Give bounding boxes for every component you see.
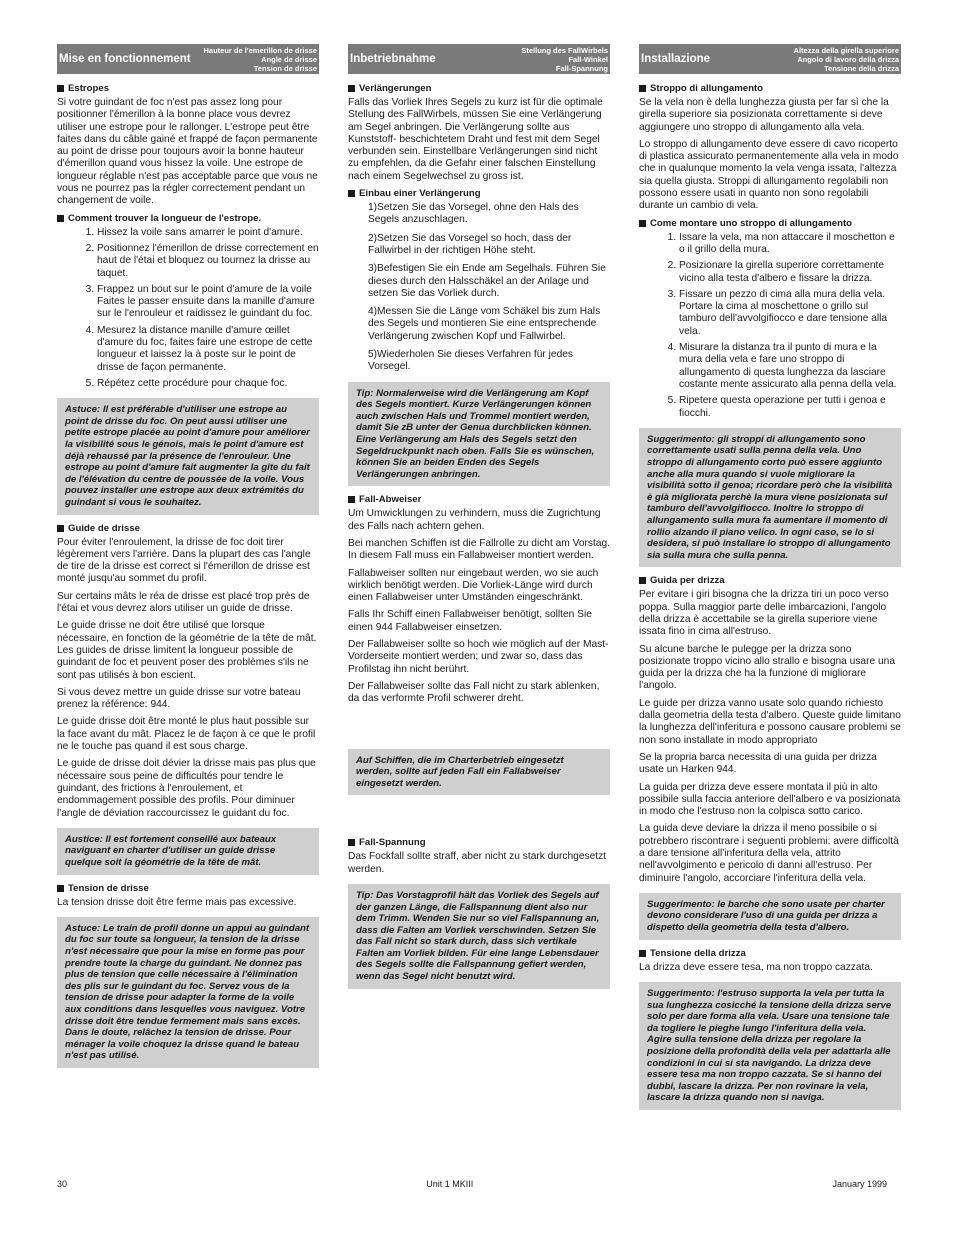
paragraph: Das Fockfall sollte straff, aber nicht zu stark durchgesetzt werden. (348, 851, 607, 875)
page (57, 44, 907, 1118)
paragraph: Si vous devez mettre un guide drisse sur votre bateau prenez la référence: 944. (57, 686, 301, 711)
tip-box: Suggerimento: le barche che sono usate per charter devono considerare l'uso di una guida per drizza a dispetto della geometria della testa d'albero. (639, 893, 901, 940)
french-column (57, 44, 319, 1118)
numbered-list (639, 232, 901, 420)
spacer (348, 803, 610, 833)
list-item: 4)Messen Sie die Länge vom Schäkel bis zum Hals des Segels und montieren Sie eine entsprechende Verlängerung zwischen Kopf und Fallwirbel. (368, 306, 601, 342)
heading: Fall-Spannung (348, 837, 610, 848)
bullet-square-icon (639, 220, 646, 227)
section-title: Mise en fonctionnement (59, 52, 191, 65)
section-title: Installazione (641, 52, 711, 65)
page-footer (57, 1179, 887, 1189)
list-item: 3. Fissare un pezzo di cima alla mura della vela. Portare la cima al moschettone o grillo sul tamburo dell'avvolgifiocco e dare tensione alla vela. (679, 289, 901, 338)
paragraph: Sur certains mâts le réa de drisse est placé trop près de l'étai et vous devrez alors utiliser un guide de drisse. (57, 590, 310, 615)
list-item: 4. Mesurez la distance manille d'amure œillet d'amure du foc, faites faire une estrope de cette longueur et laissez la à poste sur le point de drisse de façon permanente. (97, 325, 319, 374)
paragraph: Le guide drisse ne doit être utilisé que lorsque nécessaire, en fonction de la géométrie de la tête de mât. Les guides de drisse limitent la longueur possible de guindant de foc et peuvent poser des problèmes s'ils ne sont pas utilisés à bon escient. (57, 620, 317, 681)
paragraph: Se la vela non è della lunghezza giusta per far sì che la girella superiore sia posizionata correttamente si deve aggiungere uno stroppo di allungamento alla vela. (639, 97, 889, 133)
list-item: 1. Hissez la voile sans amarrer le point d'amure. (97, 227, 319, 239)
numbered-list (57, 227, 319, 391)
paragraph: Le guide drisse doit être monté le plus haut possible sur la face avant du mât. Placez le de façon à ce que le profil ne le touche pas quand il est sous charge. (57, 716, 316, 753)
heading: Tensione della drizza (639, 948, 901, 959)
paragraph: Falls das Vorliek Ihres Segels zu kurz ist für die optimale Stellung des FallWirbels, müssen Sie eine Verlängerung am Segel anbringen. Die Verlängerung sollte aus Kunststoff- beschichtetem Draht und fest mit dem Segel verbunden sein. Einstellbare Verlängerungen sind nicht zu empfehlen, da die Gefahr einer falschen Einstellung nach einem Segelwechsel zu gross ist. (348, 97, 603, 182)
paragraph: Lo stroppo di allungamento deve essere di cavo ricoperto di plastica assicurato permanentemente alla vela in modo che in qualunque momento la vela venga issata, l'altezza sia quella giusta. Stroppi di allungamento regolabili non possono essere usati in quanto non sono regolabili durante un cambio di vela. (639, 138, 899, 212)
bullet-square-icon (57, 885, 64, 892)
list-item: 3)Befestigen Sie ein Ende am Segelhals. Führen Sie dieses durch den Halsschäkel an der Anlage und setzen Sie das Vorliek durch. (368, 263, 606, 299)
step-list (348, 202, 610, 374)
paragraph: Bei manchen Schiffen ist die Fallrolle zu dicht am Vorstag. In diesem Fall muss ein Fallabweiser montiert werden. (348, 537, 610, 562)
section-subtitles: Altezza della girella superiore Angolo di lavoro della drizza Tensione della drizza (793, 45, 899, 73)
paragraph: Fallabweiser sollten nur eingebaut werden, wo sie auch wirklich benötigt werden. Die Vorliek-Länge wird durch einen Fallabweiser unter Umständen eingeschränkt. (348, 567, 599, 604)
paragraph: Falls Ihr Schiff einen Fallabweiser benötigt, sollten Sie einen 944 Fallabweiser einsetzen. (348, 609, 592, 633)
paragraph: Pour éviter l'enroulement, la drisse de foc doit tirer légèrement vers l'arrière. Dans la plupart des cas l'angle de tire de la drisse est correct si l'émerillon de drisse est monté jusqu'au sommet du profil. (57, 536, 311, 585)
spacer (348, 711, 610, 741)
list-item: 5)Wiederholen Sie dieses Verfahren für jedes Vorsegel. (368, 349, 573, 373)
paragraph: Der Fallabweiser sollte so hoch wie möglich auf der Mast-Vorderseite montiert werden; und zwar so, dass das Profilstag ihn nicht berührt. (348, 639, 609, 675)
list-item: 4. Misurare la distanza tra il punto di mura e la mura della vela e fare uno stroppo di allungamento di questa lunghezza da lasciare costante mente assicurato alla penna della vela. (679, 342, 901, 391)
bullet-square-icon (348, 839, 355, 846)
paragraph: La drizza deve essere tesa, ma non troppo cazzata. (639, 961, 873, 973)
list-item: 2. Posizionare la girella superiore correttamente vicino alla testa d'albero e fissare la drizza. (679, 260, 901, 285)
paragraph: Der Fallabweiser sollte das Fall nicht zu stark ablenken, da das verformte Profil schwerer dreht. (348, 680, 600, 705)
section-subtitles: Stellung des FallWirbels Fall-Winkel Fall-Spannung (521, 45, 608, 73)
bullet-square-icon (348, 190, 355, 197)
paragraph: Se la propria barca necessita di una guida per drizza usate un Harken 944. (639, 751, 877, 776)
tip-box: Astuce: Le train de profil donne un appui au guindant du foc sur toute sa longueur, la tension de la drisse n'est nécessaire que pour la mise en forme pas pour prendre toute la charge du guindant. Ne donnez pas plus de tension que celle nécessaire à l'élimination des plis sur le guindant du foc. Servez vous de la tension de drisse pour adapter la forme de la voile aux conditions dans lesquelles vous naviguez. Votre drisse doit être tendue fermement mais sans excès. Dans le doute, relâchez la tension de drisse. Pour ménager la voile choquez la drisse quand le bateau n'est pas utilisé. (57, 917, 319, 1068)
paragraph: La tension drisse doit être ferme mais pas excessive. (57, 896, 297, 908)
paragraph: La guida deve deviare la drizza il meno possibile o si potrebbero riscontrare i seguenti problemi: avere difficoltà a dare tensione all'inferitura della vela, attrito nell'avvolgimento e pericolo di danni all'estruso. Per diminuire l'angolo, accorciare l'inferitura della vela. (639, 823, 899, 884)
page-number: 30 (57, 1179, 68, 1189)
section-subtitles: Hauteur de l'emerillon de drisse Angle de drisse Tension de drisse (203, 45, 317, 73)
heading: Stroppo di allungamento (639, 83, 901, 94)
paragraph: Le guide de drisse doit dévier la drisse mais pas plus que nécessaire sous peine de difficultés pour tendre le guindant, des frictions à l'enroulement, et endommagement possible des profils. Pour diminuer l'angle de déviation raccourcissez le guidant du foc. (57, 758, 316, 819)
list-item: 2. Positionnez l'émerillon de drisse correctement en haut de l'étai et bloquez ou tournez la drisse au taquet. (97, 243, 319, 280)
date-label: January 1999 (832, 1179, 887, 1189)
section-title: Inbetriebnahme (350, 52, 436, 65)
bullet-square-icon (639, 85, 646, 92)
paragraph: Su alcune barche le pulegge per la drizza sono posizionate troppo vicino allo strallo e bisogna usare una guida per la drizza che ha la funzione di migliorare l'angolo. (639, 643, 895, 692)
heading: Comment trouver la longueur de l'estrope. (57, 213, 319, 224)
heading: Verlängerungen (348, 83, 610, 94)
section-header (639, 44, 901, 74)
paragraph: La guida per drizza deve essere montata il più in alto possibile sulla faccia anteriore dell'albero e va posizionata in modo che l'estruso non la colpisca sotto carico. (639, 781, 901, 818)
tip-box: Tip: Normalerweise wird die Verlängerung am Kopf des Segels montiert. Kurze Verlängerungen können auch zwischen Hals und Trommel montiert werden, damit Sie zB unter der Genua durchblicken können. Eine Verlängerung am Hals des Segels setzt den Segeldruckpunkt nach oben. Falls Sie es wünschen, können Sie an beiden Enden des Segels Verlängerungen anbringen. (348, 382, 610, 487)
paragraph: Um Umwicklungen zu verhindern, muss die Zugrichtung des Falls nach achtern gehen. (348, 508, 601, 532)
list-item: 5. Répétez cette procédure pour chaque foc. (97, 378, 319, 390)
bullet-square-icon (57, 215, 64, 222)
paragraph: Le guide per drizza vanno usate solo quando richiesto dalla geometria della testa d'albero. Queste guide limitano la lunghezza dell'inferitura e possono causare problemi se non sono installate in modo appropriato (639, 697, 901, 746)
german-column (348, 44, 610, 1118)
paragraph: Si votre guindant de foc n'est pas assez long pour positionner l'émerillon à la bonne place vous devrez utiliser une estrope pour le rallonger. L'estrope peut être faites dans du câble gainé et frappé de façon permanente au point de drisse pour toujours avoir la bonne hauteur d'émerillon quand vous hissez la voile. Une estrope de longueur réglable n'est pas acceptable parce que vous ne vous ne pourrez pas la régler correctement pendant un changement de voile. (57, 97, 318, 207)
italian-column (639, 44, 901, 1118)
bullet-square-icon (639, 950, 646, 957)
heading: Fall-Abweiser (348, 494, 610, 505)
tip-box: Austice: Il est fortement conseillé aux bateaux naviguant en charter d'utiliser un guide drisse quelque soit la géométrie de la tête de mât. (57, 828, 319, 875)
list-item: 5. Ripetere questa operazione per tutti i genoa e fiocchi. (679, 395, 901, 420)
list-item: 2)Setzen Sie das Vorsegel so hoch, dass der Fallwirbel in der richtigen Höhe steht. (368, 232, 572, 256)
tip-box: Auf Schiffen, die im Charterbetrieb eingesetzt werden, sollte auf jeden Fall ein Fallabweiser eingesetzt werden. (348, 749, 610, 796)
section-header (57, 44, 319, 74)
heading: Come montare uno stroppo di allungamento (639, 218, 901, 229)
list-item: 1. Issare la vela, ma non attaccare il moschetton e o il grillo della mura. (679, 232, 901, 257)
section-header (348, 44, 610, 74)
heading: Einbau einer Verlängerung (348, 188, 610, 199)
tip-box: Suggerimento: l'estruso supporta la vela per tutta la sua lunghezza cosicché la tensione della drizza serve solo per dare forma alla vela. Usare una tensione tale da togliere le pieghe lungo l'inferitura della vela. Agire sulla tensione della drizza per regolare la posizione della profondità della vela per adattarla alle condizioni in cui si sta navigando. La drizza deve essere tesa ma non troppo cazzata. Se si hanno dei dubbi, lascare la drizza. Per non rovinare la vela, lascare la drizza quando non si naviga. (639, 982, 901, 1110)
heading: Guida per drizza (639, 575, 901, 586)
unit-label: Unit 1 MKIII (426, 1179, 474, 1189)
bullet-square-icon (348, 85, 355, 92)
tip-box: Astuce: Il est préférable d'utiliser une estrope au point de drisse du foc. On peut aussi utiliser une petite estrope placée au point d'amure pour améliorer la visibilité sous le génois, mais le point d'amure est déjà rehaussé par la présence de l'enrouleur. Une estrope au point d'amure fait augmenter la gîte du fait de l'élévation du centre de poussée de la voile. Vous pouvez installer une estrope aux deux extrémités du guindant si vous le souhaitez. (57, 398, 319, 514)
list-item: 1)Setzen Sie das Vorsegel, ohne den Hals des Segels anzuschlagen. (368, 202, 579, 226)
heading: Estropes (57, 83, 319, 94)
paragraph: Per evitare i giri bisogna che la drizza tiri un poco verso poppa. Sulla maggior parte delle imbarcazioni, l'angolo della drizza è accettabile se la girella superiore viene issata fino in cima all'estruso. (639, 589, 889, 638)
heading: Tension de drisse (57, 883, 319, 894)
heading: Guide de drisse (57, 523, 319, 534)
list-item: 3. Frappez un bout sur le point d'amure de la voile Faites le passer ensuite dans la manille d'amure sur le l'enrouleur et raidissez le guindant du foc. (97, 284, 319, 321)
bullet-square-icon (348, 496, 355, 503)
tip-box: Suggerimento: gli stroppi di allungamento sono correttamente usati sulla penna della vela. Uno stroppo di allungamento corto può essere aggiunto anche alla mura quando si vuole migliorare la visibilità sotto il genoa; ricordare però che la visibilità è già migliorata perchè la mura viene posizionata sul tamburo dell'avvolgifiocco. Inoltre lo stroppo di allungamento sulla mura fa aumentare il momento di rollio alzando il piano velico. In ogni caso, se lo si desidera, si può installare lo stroppo di allungamento sia sulla mura che sulla penna. (639, 428, 901, 568)
bullet-square-icon (57, 85, 64, 92)
bullet-square-icon (639, 577, 646, 584)
tip-box: Tip: Das Vorstagprofil hält das Vorliek des Segels auf der ganzen Länge, die Fallspannung dient also nur dem Trimm. Wenden Sie nur so viel Fallspannung an, dass die Falten am Vorliek verschwinden. Setzen Sie das Fall nicht so stark durch, dass sich vertikale Falten am Vorliek bilden. Für eine lange Lebensdauer des Segels sollte die Fallspannung gefiert werden, wenn das Segel nicht benutzt wird. (348, 884, 610, 989)
bullet-square-icon (57, 525, 64, 532)
